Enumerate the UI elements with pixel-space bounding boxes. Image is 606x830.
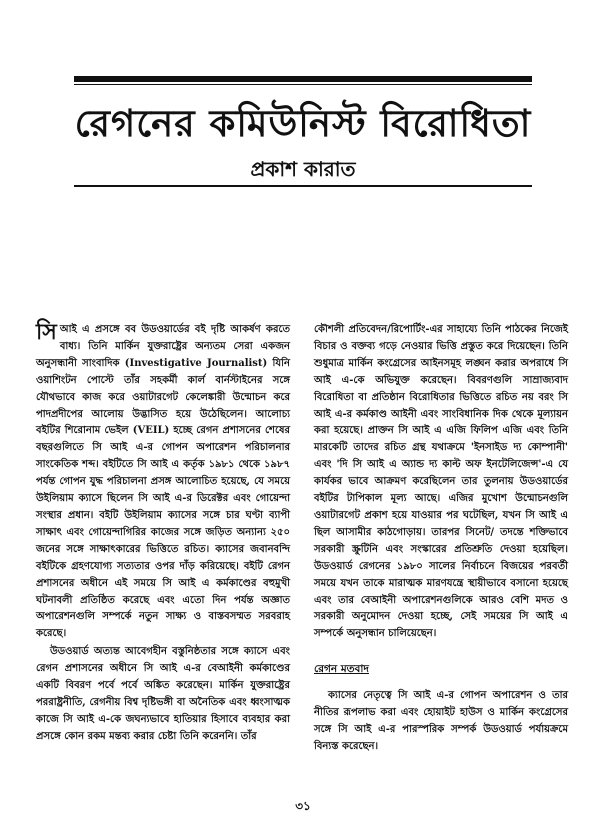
article-title: রেগনের কমিউনিস্ট বিরোধিতা (74, 102, 532, 145)
left-paragraph-1-text: আই এ প্রসঙ্গে বব উডওয়ার্ডের বই দৃষ্টি আকর্ষণ করতে বাধ্য। তিনি মার্কিন যুক্তরাষ্ট্রের অন্যতম সেরা একজন অনুসন্ধানী সাংবাদিক (Investigative Journalist) যিনি ওয়াশিংটন পোস্টে তাঁর সহকর্মী কার্ল বার্নস্টাইনের সঙ্গে যৌথভাবে কাজ করে ওয়াটারগেট কেলেঙ্কারী উন্মোচন করে পাদপ্রদীপের আলোয় উদ্ভাসিত হয়ে উঠেছিলেন। আলোচ্য বইটির শিরোনাম ভেইল (VEIL) হচ্ছে রেগন প্রশাসনের শেষের বছরগুলিতে সি আই এ-র গোপন অপারেশন পরিচালনার সাংকেতিক শব্দ। বইটিতে সি আই এ কর্তৃক ১৯৮১ থেকে ১৯৮৭ পর্যন্ত গোপন যুদ্ধ পরিচালনা প্রসঙ্গ আলোচিত হয়েছে, যে সময়ে উইলিয়াম ক্যাসে ছিলেন সি আই এ-র ডিরেক্টর এবং গোয়েন্দা সংস্থার প্রধান। বইটি উইলিয়াম ক্যাসের সঙ্গে চার ঘণ্টা ব্যাপী সাক্ষাৎ এবং গোয়েন্দাগিরির কাজের সঙ্গে জড়িত অন্যান্য ২৫০ জনের সঙ্গে সাক্ষাৎকারের ভিত্তিতে রচিত। ক্যাসের জবানবন্দি বইটিকে গ্রহণযোগ্য সত্যতার ওপর দাঁড় করিয়েছে। বইটি রেগন প্রশাসনের অধীনে এই সময়ে সি আই এ কর্মকাণ্ডের বহুমুখী ঘটনাবলী প্রতিষ্ঠিত করেছে এবং এতো দিন পর্যন্ত অজ্ঞাত অপারেশনগুলি সম্পর্কে নতুন সাক্ষ্য ও বাস্তবসম্মত সরবরাহ করেছে। (36, 324, 290, 640)
section-subheading: রেগন মতবাদ (314, 663, 369, 676)
top-rule (74, 76, 532, 82)
right-paragraph-2: ক্যাসের নেতৃত্বে সি আই এ-র গোপন অপারেশন ও তার নীতির রূপলাভ করা এবং হোয়াইট হাউস ও মার্কিন কংগ্রেসের সঙ্গে সি আই এ-র পারস্পরিক সম্পর্ক উডওয়ার্ড পর্যায়ক্রমে বিন্যস্ত করেছেন। (314, 690, 568, 752)
author-rule (74, 185, 532, 187)
article-author: প্রকাশ কারাত (250, 157, 356, 181)
left-column (36, 319, 290, 746)
left-paragraph-2: উডওয়ার্ড অত্যন্ত আবেগহীন বস্তুনিষ্ঠতার সঙ্গে ক্যাসে এবং রেগন প্রশাসনের অধীনে সি আই এ-র বেআইনী কর্মকাণ্ডের একটি বিবরণ পর্বে পর্বে অঙ্কিত করেছেন। মার্কিন যুক্তরাষ্ট্রের পররাষ্ট্রনীতি, রেগনীয় বিশ্ব দৃষ্টিভঙ্গী বা অনৈতিক এবং ধ্বংসাত্মক কাজে সি আই এ-কে জঘন্যভাবে হাতিয়ার হিসাবে ব্যবহার করা প্রসঙ্গে কোন রকম মন্তব্য করার চেষ্টা তিনি করেননি। তাঁর (36, 646, 290, 742)
right-column (314, 322, 568, 756)
page-number: ৩১ (295, 799, 311, 813)
drop-cap: সি (36, 319, 57, 345)
right-paragraph-1: কৌশলী প্রতিবেদন/রিপোর্টিং-এর সাহায্যে তিনি পাঠকের নিজেই বিচার ও বক্তব্য গড়ে নেওয়ার ভিত্তি প্রস্তুত করে দিয়েছেন। তিনি শুধুমাত্র মার্কিন কংগ্রেসের আইনসমূহ লঙ্ঘন করার অপরাধে সি আই এ-কে অভিযুক্ত করেছেন। বিবরণগুলি সাম্রাজ্যবাদ বিরোধিতা বা প্রতিষ্ঠান বিরোধিতার ভিত্তিতে রচিত নয় বরং সি আই এ-র কর্মকাণ্ড আইনী এবং সাংবিধানিক দিক থেকে মূল্যায়ন করা হয়েছে। প্রাক্তন সি আই এ এজি ফিলিপ এজি এবং তিনি মারকেটি তাদের রচিত গ্রন্থ যথাক্রমে 'ইনসাইড দ্য কোম্পানী' এবং 'দি সি আই এ অ্যান্ড দ্য কাল্ট অফ ইনটেলিজেন্স'-এ যে কার্যকর ভাবে আক্রমণ করেছিলেন তার তুলনায় উডওয়ার্ডের বইটির টাপিকাল মূল্য আছে। এজির মুখোশ উন্মোচনগুলি ওয়াটারগেট প্রকাশ হয়ে যাওয়ার পর ঘটেছিল, যখন সি আই এ ছিল আসামীর কাঠগোড়ায়। তারপর সিনেট/ তদন্তে শক্তিভাবে সরকারী স্ক্রুটিনি এবং সংস্কারের প্রতিশ্রুতি দেওয়া হয়েছিল। উডওয়ার্ড রেগনের ১৯৮০ সালের নির্বাচনে বিজয়ের পরবর্তী সময়ে যখন তাকে মারাত্মক মারণযন্ত্রে স্থায়ীভাবে বসানো হয়েছে এবং তার বেআইনী অপারেশনগুলিকে আরও বেশি মদত ও সরকারী অনুমোদন দেওয়া হচ্ছে, সেই সময়ের সি আই এ সম্পর্কে অনুসন্ধান চালিয়েছেন। (314, 324, 568, 640)
left-paragraph-1 (36, 319, 290, 643)
